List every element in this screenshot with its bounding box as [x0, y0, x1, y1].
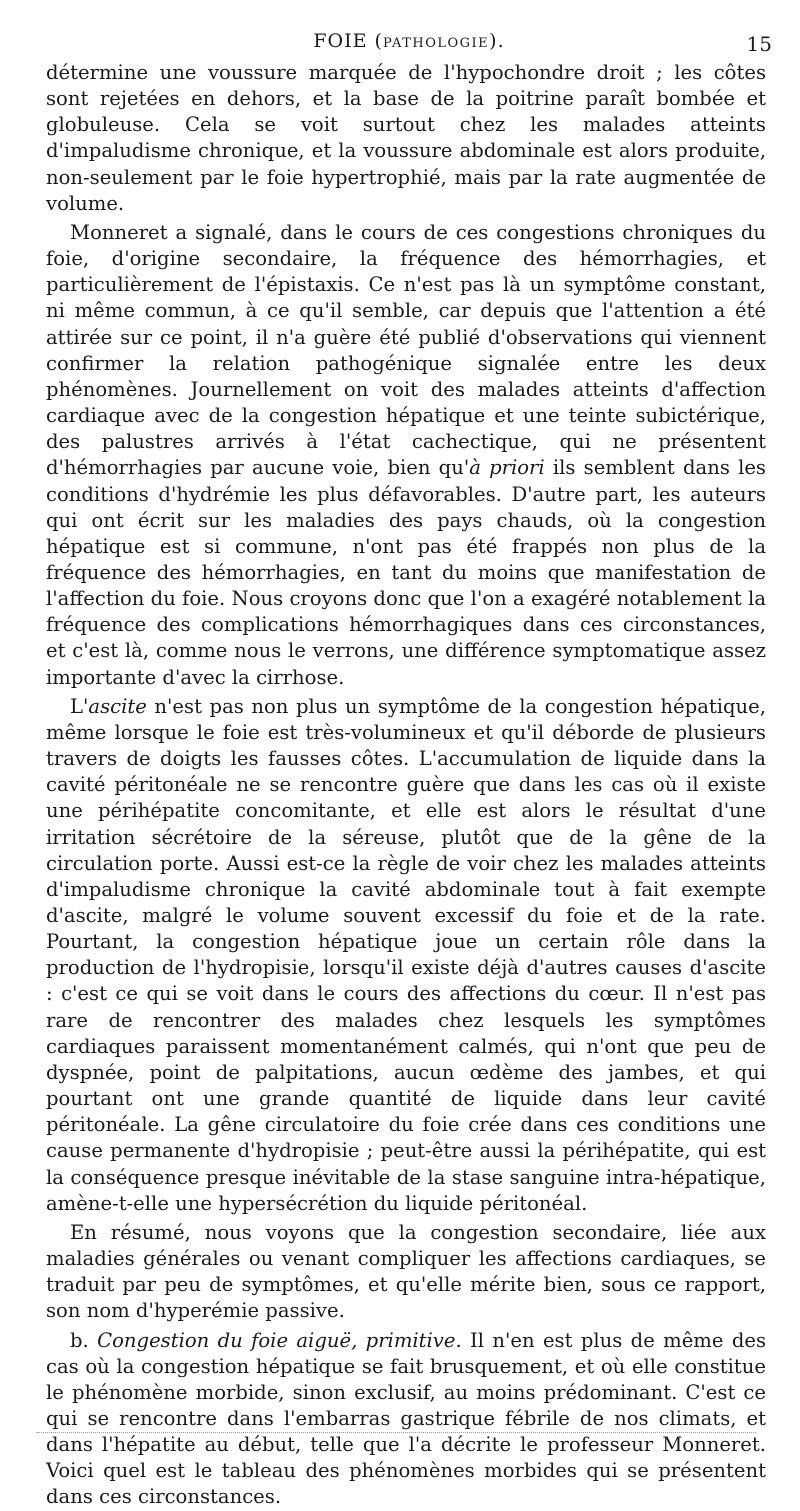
paragraph-2	[46, 220, 766, 691]
running-title	[46, 30, 772, 52]
page-number: 15	[746, 32, 772, 56]
paragraph-5-heading: Congestion du foie aiguë, primitive.	[97, 1328, 462, 1352]
footer-dotted-rule	[36, 1432, 756, 1433]
running-title-subject: PATHOLOGIE	[382, 36, 490, 51]
paragraph-5	[46, 1328, 766, 1511]
paragraph-2-text: Monneret a signalé, dans le cours de ces congestions chroniques du foie, d'origine secondaire, la fréquence des hémorrhagies, et particulièrement de l'épistaxis. Ce n'est pas là un symptôme constant, ni même commun, à ce qu'il semble, car depuis que l'attention a été attirée sur ce point, il n'a guère été publié d'observations qui viennent confirmer la relation pathogénique signalée entre les deux phénomènes. Journellement on voit des malades atteints d'affection cardiaque avec de la congestion hépatique et une teinte subictérique, des palustres arrivés à l'état cachectique, qui ne présentent d'hémorrhagies par aucune voie, bien qu'	[46, 220, 766, 480]
paragraph-3	[46, 694, 766, 1217]
paragraph-1	[46, 60, 766, 217]
body-text	[46, 60, 766, 1511]
paragraph-2-italic: à priori	[469, 456, 545, 480]
running-title-end: ).	[489, 30, 505, 52]
paragraph-3-italic: ascite	[88, 694, 147, 718]
paragraph-4-text: En résumé, nous voyons que la congestion secondaire, liée aux maladies générales ou venant compliquer les affections cardiaques, se traduit par peu de symptômes, et qu'elle mérite bien, sous ce rapport, son nom d'hyperémie passive.	[46, 1220, 766, 1323]
paragraph-1-text: détermine une voussure marquée de l'hypochondre droit ; les côtes sont rejetées en dehors, et la base de la poitrine paraît bombée et globuleuse. Cela se voit surtout chez les malades atteints d'impaludisme chronique, et la voussure abdominale est alors produite, non-seulement par le foie hypertrophié, mais par la rate augmentée de volume.	[46, 61, 766, 215]
paragraph-4	[46, 1220, 766, 1325]
paragraph-2-text-end: ils semblent dans les conditions d'hydrémie les plus défavorables. D'autre part, les auteurs qui ont écrit sur les maladies des pays chauds, où la congestion hépatique est si commune, n'ont pas été frappés non plus de la fréquence des hémorrhagies, en tant du moins que manifestation de l'affection du foie. Nous croyons donc que l'on a exagéré notablement la fréquence des complications hémorrhagiques dans ces circonstances, et c'est là, comme nous le verrons, une différence symptomatique assez importante d'avec la cirrhose.	[46, 456, 766, 689]
paragraph-3-start: L'	[70, 694, 89, 718]
paragraph-5-text: Il n'en est plus de même des cas où la congestion hépatique se fait brusquement, et où elle constitue le phénomène morbide, sinon exclusif, au moins prédominant. C'est ce qui se rencontre dans l'embarras gastrique fébrile de nos climats, et dans l'hépatite au début, telle que l'a décrite le professeur Monneret. Voici quel est le tableau des phénomènes morbides qui se présentent dans ces circonstances.	[46, 1328, 767, 1509]
paragraph-5-label: b.	[70, 1328, 98, 1352]
paragraph-3-text: n'est pas non plus un symptôme de la congestion hépatique, même lorsque le foie est très-volumineux et qu'il déborde de plusieurs travers de doigts les fausses côtes. L'accumulation de liquide dans la cavité péritonéale ne se rencontre guère que dans les cas où il existe une périhépatite concomitante, et elle est alors le résultat d'une irritation sécrétoire de la séreuse, plutôt que de la gêne de la circulation porte. Aussi est-ce la règle de voir chez les malades atteints d'impaludisme chronique la cavité abdominale tout à fait exempte d'ascite, malgré le volume souvent excessif du foie et de la rate. Pourtant, la congestion hépatique joue un certain rôle dans la production de l'hydropisie, lorsqu'il existe déjà d'autres causes d'ascite : c'est ce qui se voit dans le cours des affections du cœur. Il n'est pas rare de rencontrer des malades chez lesquels les symptômes cardiaques paraissent momentanément calmés, qui n'ont que peu de dyspnée, point de palpitations, aucun œdème des jambes, et qui pourtant ont une grande quantité de liquide dans leur cavité péritonéale. La gêne circulatoire du foie crée dans ces conditions une cause permanente d'hydropisie ; peut-être aussi la périhépatite, qui est la conséquence presque inévitable de la stase sanguine intra-hépatique, amène-t-elle une hypersécrétion du liquide péritonéal.	[46, 694, 766, 1215]
running-title-main: FOIE (	[313, 30, 383, 52]
page-header	[46, 26, 772, 60]
